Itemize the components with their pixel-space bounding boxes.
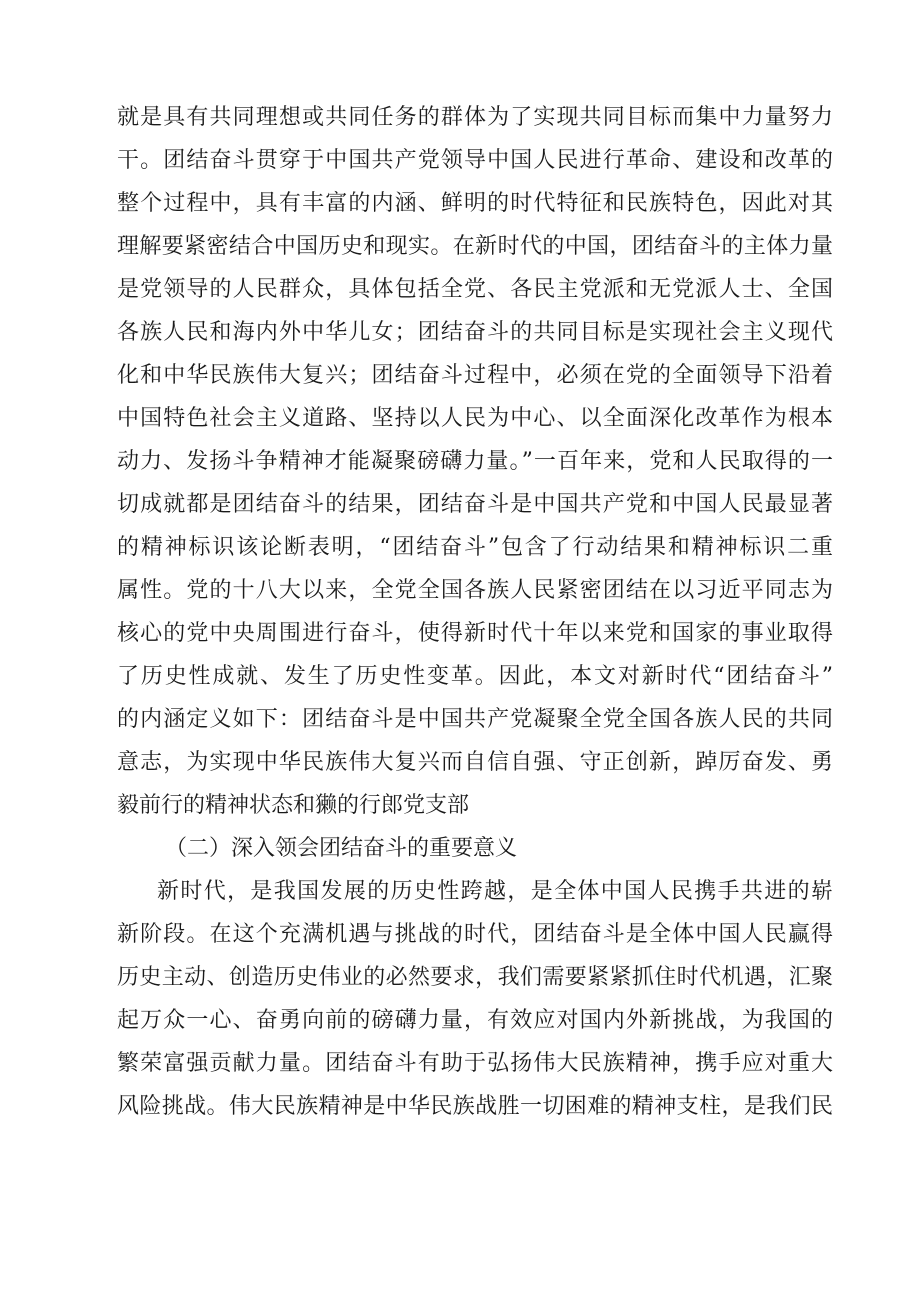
paragraph-2 <box>117 870 833 1128</box>
text-line: 化和中华民族伟大复兴；团结奋斗过程中，必须在党的全面领导下沿着 <box>117 363 833 388</box>
text-line: 中国特色社会主义道路、坚持以人民为中心、以全面深化改革作为根本 <box>117 406 833 431</box>
text-line: 历史主动、创造历史伟业的必然要求，我们需要紧紧抓住时代机遇，汇聚 <box>117 965 833 990</box>
document-body <box>117 96 833 1128</box>
text-line: 核心的党中央周围进行奋斗，使得新时代十年以来党和国家的事业取得 <box>117 621 833 646</box>
text-line: 繁荣富强贡献力量。团结奋斗有助于弘扬伟大民族精神，携手应对重大 <box>117 1051 833 1076</box>
text-line: 整个过程中，具有丰富的内涵、鲜明的时代特征和民族特色，因此对其 <box>117 191 833 216</box>
text-line: 就是具有共同理想或共同任务的群体为了实现共同目标而集中力量努力 <box>117 105 833 130</box>
text-line: 的内涵定义如下：团结奋斗是中国共产党凝聚全党全国各族人民的共同 <box>117 707 833 732</box>
text-line: 新时代，是我国发展的历史性跨越，是全体中国人民携手共进的崭 <box>157 879 833 904</box>
text-line: 切成就都是团结奋斗的结果，团结奋斗是中国共产党和中国人民最显著 <box>117 492 833 517</box>
text-line: 各族人民和海内外中华儿女；团结奋斗的共同目标是实现社会主义现代 <box>117 320 833 345</box>
text-line: 起万众一心、奋勇向前的磅礴力量，有效应对国内外新挑战，为我国的 <box>117 1008 833 1033</box>
text-line: 了历史性成就、发生了历史性变革。因此，本文对新时代“团结奋斗” <box>117 664 833 689</box>
text-line: 干。团结奋斗贯穿于中国共产党领导中国人民进行革命、建设和改革的 <box>117 148 833 173</box>
text-line: 属性。党的十八大以来，全党全国各族人民紧密团结在以习近平同志为 <box>117 578 833 603</box>
text-line: 新阶段。在这个充满机遇与挑战的时代，团结奋斗是全体中国人民赢得 <box>117 922 833 947</box>
paragraph-1 <box>117 96 833 827</box>
text-line: 毅前行的精神状态和獭的行郎党支部 <box>117 793 470 818</box>
text-line: 动力、发扬斗争精神才能凝聚磅礴力量。”一百年来，党和人民取得的一 <box>117 449 833 474</box>
text-line: 风险挑战。伟大民族精神是中华民族战胜一切困难的精神支柱，是我们民 <box>117 1094 833 1119</box>
text-line: 理解要紧密结合中国历史和现实。在新时代的中国，团结奋斗的主体力量 <box>117 234 833 259</box>
text-line: 的精神标识该论断表明，“团结奋斗”包含了行动结果和精神标识二重 <box>117 535 833 560</box>
text-line: 是党领导的人民群众，具体包括全党、各民主党派和无党派人士、全国 <box>117 277 833 302</box>
section-heading: （二）深入领会团结奋斗的重要意义 <box>165 836 518 861</box>
text-line: 意志，为实现中华民族伟大复兴而自信自强、守正创新，踔厉奋发、勇 <box>117 750 833 775</box>
